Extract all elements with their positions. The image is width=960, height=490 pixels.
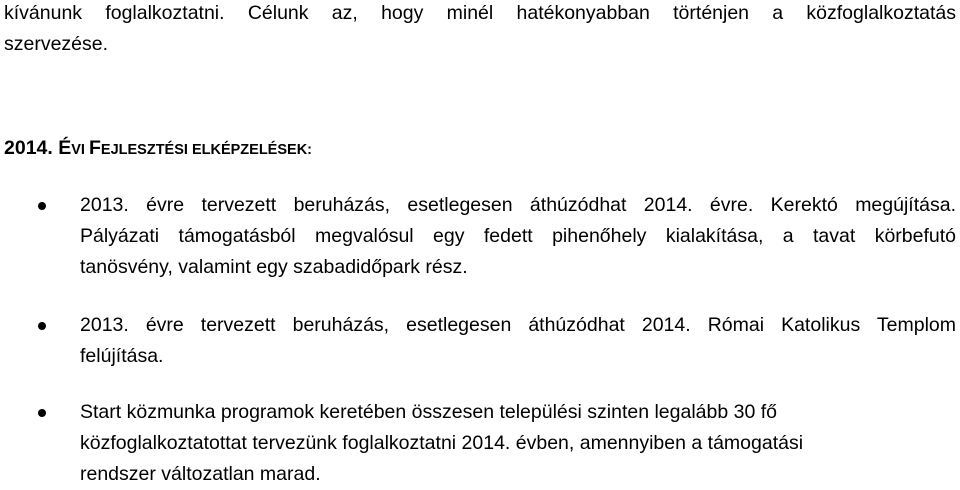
bullet-dot-icon bbox=[38, 322, 46, 330]
intro-line: kívánunk foglalkoztatni. Célunk az, hogy minél hatékonyabban történjen a közfoglalkoztatás bbox=[4, 2, 956, 24]
list-item-text bbox=[80, 190, 956, 283]
text-line: Start közmunka programok keretében összesen települési szinten legalább 30 fő bbox=[80, 401, 777, 423]
bullet-dot-icon bbox=[38, 202, 46, 210]
text-line: tanösvény, valamint egy szabadidőpark rész. bbox=[80, 256, 468, 278]
intro-line: szervezése. bbox=[4, 33, 109, 55]
heading-smallcaps: EJLESZTÉSI ELKÉPZELÉSEK: bbox=[100, 142, 312, 158]
heading-letter: F bbox=[88, 137, 101, 159]
text-line: felújítása. bbox=[80, 345, 164, 367]
text-line: 2013. évre tervezett beruházás, esetlegesen áthúzódhat 2014. évre. Kerektó megújítása. bbox=[80, 194, 956, 216]
heading-letter: É bbox=[58, 137, 72, 159]
text-line: közfoglalkoztatottat tervezünk foglalkoztatni 2014. évben, amennyiben a támogatási bbox=[80, 432, 804, 454]
bullet-dot-icon bbox=[38, 409, 46, 417]
heading-smallcaps: VI bbox=[71, 142, 89, 158]
text-line: 2013. évre tervezett beruházás, esetlegesen áthúzódhat 2014. Római Katolikus Templom bbox=[80, 314, 956, 336]
list-item-text bbox=[80, 310, 956, 372]
text-line: Pályázati támogatásból megvalósul egy fedett pihenőhely kialakítása, a tavat körbefutó bbox=[80, 225, 956, 247]
section-heading bbox=[4, 133, 312, 166]
list-item-text bbox=[80, 397, 956, 490]
intro-paragraph bbox=[4, 0, 956, 60]
heading-year: 2014. bbox=[4, 137, 53, 159]
text-line: rendszer változatlan marad. bbox=[80, 463, 321, 485]
